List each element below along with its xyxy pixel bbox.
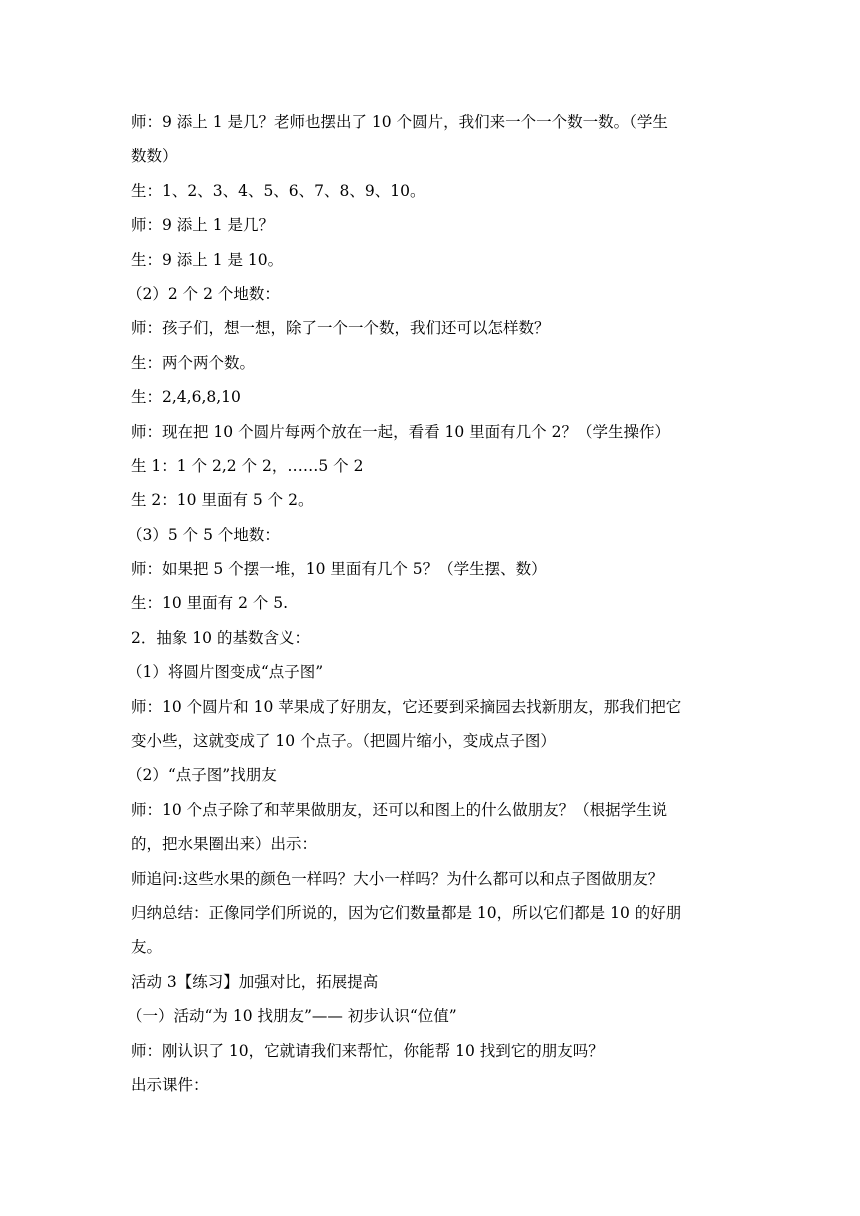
text-line: 出示课件： bbox=[131, 1075, 209, 1094]
section-heading: （2）“点子图”找朋友 bbox=[127, 766, 277, 785]
text-line: 师：9 添上 1 是几？老师也摆出了 10 个圆片，我们来一个一个数一数。（学生 bbox=[131, 113, 668, 131]
text-line: 师追问:这些水果的颜色一样吗？大小一样吗？为什么都可以和点子图做朋友？ bbox=[131, 869, 664, 888]
section-heading: 2．抽象 10 的基数含义： bbox=[131, 628, 310, 647]
text-line: 生：9 添上 1 是 10。 bbox=[131, 250, 284, 269]
section-heading: （1）将圆片图变成“点子图” bbox=[127, 663, 324, 682]
text-line: 的，把水果圈出来）出示： bbox=[131, 835, 318, 854]
text-line: 生：1、2、3、4、5、6、7、8、9、10。 bbox=[131, 181, 426, 200]
text-line: 师：10 个点子除了和苹果做朋友，还可以和图上的什么做朋友？（根据学生说 bbox=[131, 800, 668, 819]
text-line: 师：刚认识了 10，它就请我们来帮忙，你能帮 10 找到它的朋友吗？ bbox=[131, 1041, 604, 1060]
text-line: 数数） bbox=[131, 147, 178, 166]
text-line: 师：9 添上 1 是几？ bbox=[131, 216, 275, 235]
text-line: 师：孩子们，想一想，除了一个一个数，我们还可以怎样数？ bbox=[131, 319, 550, 338]
text-line: 友。 bbox=[131, 938, 163, 957]
section-heading: （2）2 个 2 个地数： bbox=[127, 284, 280, 303]
text-line: 归纳总结：正像同学们所说的，因为它们数量都是 10，所以它们都是 10 的好朋 bbox=[131, 903, 682, 922]
text-line: 生：10 里面有 2 个 5. bbox=[131, 594, 289, 613]
section-heading: 活动 3【练习】加强对比，拓展提高 bbox=[131, 972, 379, 991]
section-heading: （一）活动“为 10 找朋友”—— 初步认识“位值” bbox=[127, 1007, 457, 1026]
text-line: 变小些，这就变成了 10 个点子。（把圆片缩小，变成点子图） bbox=[131, 732, 556, 751]
text-line: 师：现在把 10 个圆片每两个放在一起，看看 10 里面有几个 2？（学生操作） bbox=[131, 422, 670, 441]
text-line: 师：如果把 5 个摆一堆，10 里面有几个 5？（学生摆、数） bbox=[131, 560, 547, 579]
text-line: 生：两个两个数。 bbox=[131, 353, 256, 372]
text-line: 生 2：10 里面有 5 个 2。 bbox=[131, 491, 314, 510]
text-line: 师：10 个圆片和 10 苹果成了好朋友，它还要到采摘园去找新朋友，那我们把它 bbox=[131, 697, 682, 716]
text-line: 生 1：1 个 2,2 个 2，……5 个 2 bbox=[131, 456, 364, 475]
text-line: 生：2,4,6,8,10 bbox=[131, 388, 241, 407]
document-body bbox=[127, 105, 731, 1102]
section-heading: （3）5 个 5 个地数： bbox=[127, 525, 280, 544]
